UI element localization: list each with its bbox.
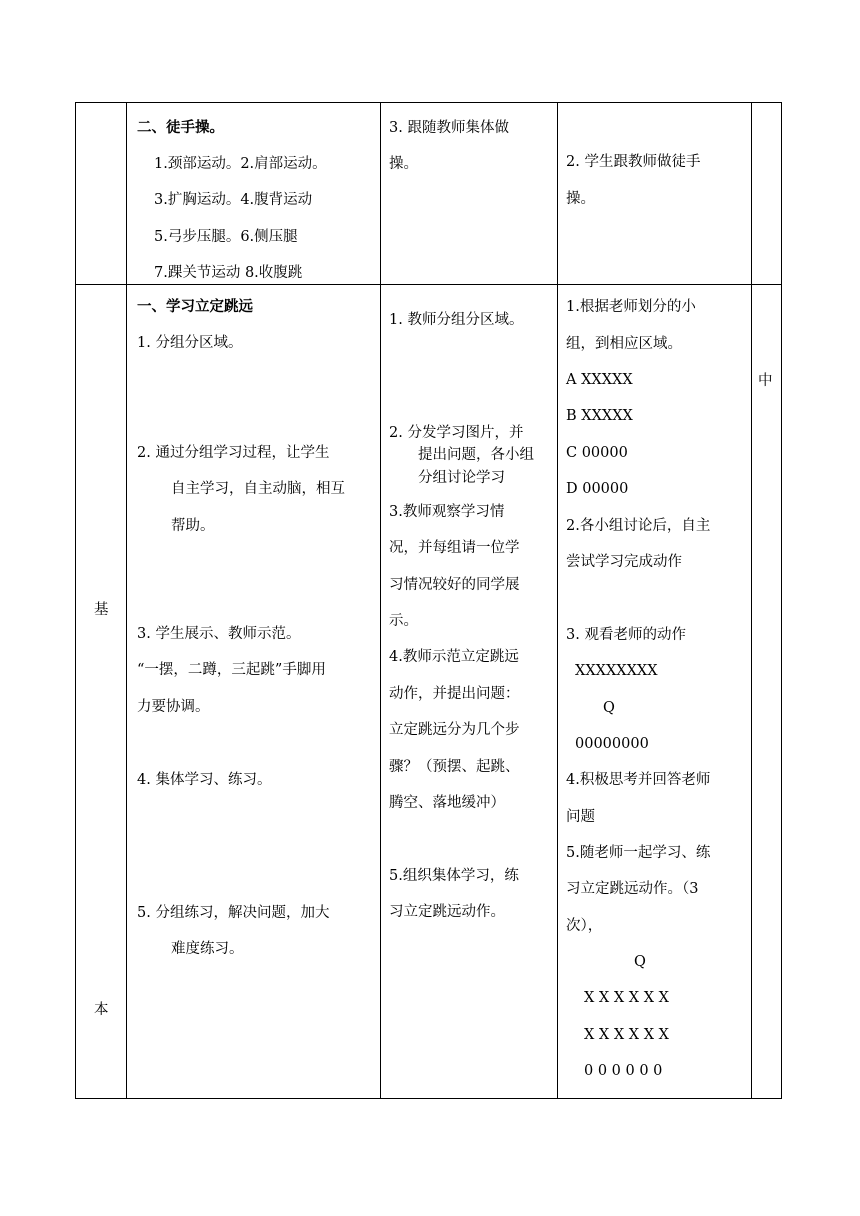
content-line: 5. 分组练习，解决问题，加大 [137,905,330,921]
exercise-line: 5.弓步压腿。6.侧压腿 [154,229,298,245]
student-activity-line: 操。 [566,191,595,207]
row2-col2 [127,285,381,1099]
content-line: 4. 集体学习、练习。 [137,772,272,788]
student-activity-line: 2. 学生跟教师做徒手 [566,154,701,170]
group-line: B XXXXX [566,408,633,424]
formation-line: X X X X X X [584,990,669,1006]
student-activity-line: 2.各小组讨论后，自主 [566,518,711,534]
intensity-char: 中 [758,373,773,389]
student-activity-line: 次）， [566,918,603,934]
content-line: 自主学习，自主动脑，相互 [171,481,345,497]
teacher-activity-line: 1. 教师分组分区域。 [389,312,524,328]
content-line: 1. 分组分区域。 [137,335,243,351]
table-row [76,285,782,1099]
content-line: “一摆，二蹲，三起跳”手脚用 [137,662,326,678]
group-line: D 00000 [566,481,629,497]
student-activity-line: 组，到相应区域。 [566,336,682,352]
formation-line: 00000000 [575,736,649,752]
teacher-activity-line: 5.组织集体学习，练 [389,868,519,884]
group-line: C 00000 [566,445,628,461]
row1-col3 [381,103,558,285]
group-line: A XXXXX [566,372,633,388]
teacher-activity-line: 习情况较好的同学展 [389,577,520,593]
content-line: 2. 通过分组学习过程，让学生 [137,445,330,461]
formation-teacher-mark: Q [603,700,615,716]
teacher-activity-line: 腾空、落地缓冲） [389,795,505,811]
exercise-line: 1.颈部运动。2.肩部运动。 [154,156,327,172]
row2-col1 [76,285,127,1099]
row1-col4 [558,103,752,285]
formation-teacher-mark: Q [634,954,646,970]
content-line: 帮助。 [171,518,215,534]
student-activity-line: 问题 [566,809,595,825]
student-activity-line: 尝试学习完成动作 [566,554,682,570]
teacher-activity-line: 况，并每组请一位学 [389,540,520,556]
teacher-activity-line: 分组讨论学习 [418,470,505,486]
teacher-activity-line: 动作，并提出问题： [389,686,520,702]
formation-line: 0 0 0 0 0 0 [584,1063,663,1079]
teacher-activity-line: 3. 跟随教师集体做 [389,120,509,136]
student-activity-line: 习立定跳远动作。（3 [566,881,699,897]
exercise-line: 3.扩胸运动。4.腹背运动 [154,192,313,208]
table-row [76,103,782,285]
section-heading: 一、学习立定跳远 [137,298,253,315]
section-char-top: 基 [94,602,109,618]
row1-col1 [76,103,127,285]
student-activity-line: 1.根据老师划分的小 [566,299,696,315]
content-line: 难度练习。 [171,941,244,957]
teacher-activity-line: 3.教师观察学习情 [389,504,505,520]
teacher-activity-line: 操。 [389,156,418,172]
formation-line: X X X X X X [584,1027,669,1043]
exercise-line: 7.踝关节运动 8.收腹跳 [154,265,303,281]
row2-col4 [558,285,752,1099]
student-activity-line: 4.积极思考并回答老师 [566,772,711,788]
row1-col2 [127,103,381,285]
teacher-activity-line: 2. 分发学习图片，并 [389,425,524,441]
teacher-activity-line: 提出问题，各小组 [418,447,534,463]
teacher-activity-line: 立定跳远分为几个步 [389,722,520,738]
row2-col3 [381,285,558,1099]
teacher-activity-line: 示。 [389,613,418,629]
formation-line: XXXXXXXX [575,663,658,679]
student-activity-line: 5.随老师一起学习、练 [566,845,711,861]
lesson-plan-table [75,102,782,1099]
row2-col5 [752,285,782,1099]
teacher-activity-line: 习立定跳远动作。 [389,904,505,920]
section-char-bottom: 本 [94,1002,109,1018]
content-line: 3. 学生展示、教师示范。 [137,626,301,642]
section-heading: 二、徒手操。 [137,119,224,136]
content-line: 力要协调。 [137,699,210,715]
teacher-activity-line: 4.教师示范立定跳远 [389,649,519,665]
student-activity-line: 3. 观看老师的动作 [566,627,686,643]
row1-col5 [752,103,782,285]
teacher-activity-line: 骤？（预摆、起跳、 [389,759,520,775]
